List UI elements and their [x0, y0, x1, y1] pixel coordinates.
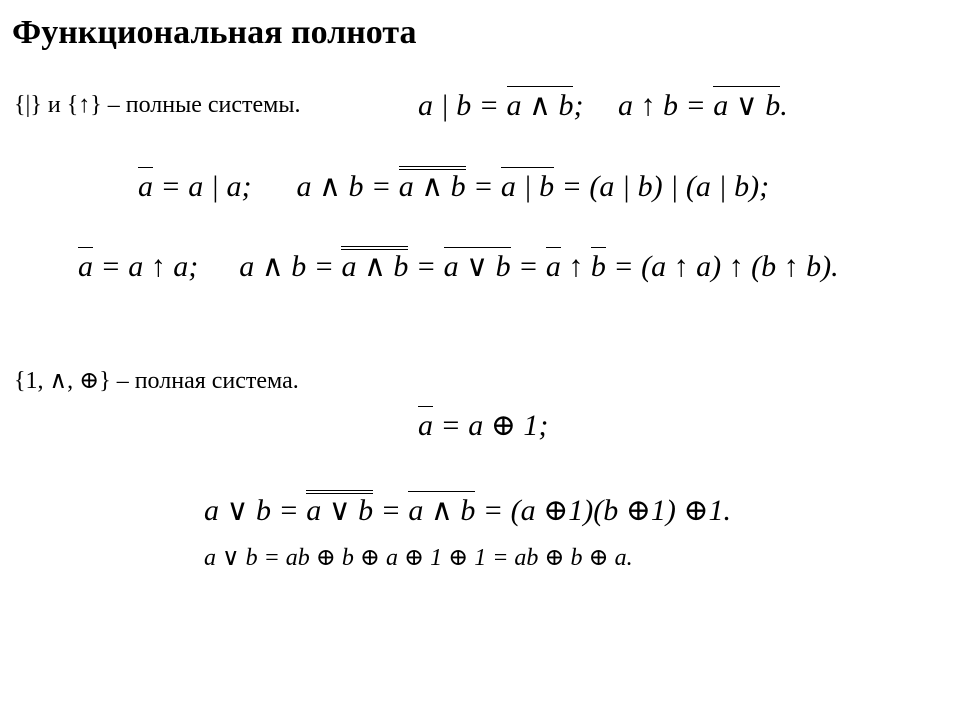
formula-part: = (a ⊕1)(b ⊕1) ⊕1.	[475, 494, 732, 527]
formula-peirce-def	[618, 86, 788, 121]
formula-part: a ∨ b =	[204, 494, 307, 527]
double-overline-expr: a ∨ b	[306, 490, 373, 526]
formula-part: =	[510, 250, 546, 283]
complete-systems-text-1: {|} и {↑} – полные системы.	[14, 92, 301, 118]
formula-part: ;	[573, 89, 584, 122]
formula-part: =	[408, 250, 444, 283]
overline-expr: a ∨ b	[713, 86, 780, 121]
formula-zhegalkin-expansion: a ∨ b = ab ⊕ b ⊕ a ⊕ 1 ⊕ 1 = ab ⊕ b ⊕ a.	[204, 545, 633, 571]
overline-expr: a | b	[501, 167, 554, 202]
formula-part: = a ⊕ 1;	[433, 409, 549, 442]
page-title: Функциональная полнота	[12, 14, 417, 51]
negated-a: a	[418, 406, 433, 441]
formula-peirce-expressions	[78, 246, 839, 282]
double-overline-expr: a ∧ b	[341, 246, 408, 282]
formula-part: a ↑ b =	[618, 89, 714, 122]
formula-sheffer-def	[418, 86, 583, 121]
negated-a: a	[78, 247, 93, 282]
formula-part: =	[373, 494, 409, 527]
formula-part: a ∧ b =	[239, 250, 342, 283]
complete-systems-text-2: {1, ∧, ⊕} – полная система.	[14, 368, 299, 394]
formula-part: a | b =	[418, 89, 507, 122]
formula-part: .	[780, 89, 788, 122]
formula-part: a ∧ b =	[296, 170, 399, 203]
overline-expr: a ∨ b	[444, 247, 511, 282]
negated-b: b	[591, 247, 606, 282]
negated-a: a	[546, 247, 561, 282]
formula-part: =	[465, 170, 501, 203]
formula-part: = a | a;	[153, 170, 252, 203]
double-overline-expr: a ∧ b	[399, 166, 466, 202]
overline-expr: a ∧ b	[507, 86, 574, 121]
formula-sheffer-expressions	[138, 166, 769, 202]
formula-part: = a ↑ a;	[93, 250, 199, 283]
formula-zhegalkin-negation	[418, 406, 548, 441]
overline-expr: a ∧ b	[408, 491, 475, 526]
formula-part: = (a | b) | (a | b);	[554, 170, 770, 203]
formula-zhegalkin-disjunction	[204, 490, 731, 526]
formula-part: ↑	[560, 250, 591, 283]
formula-part: = (a ↑ a) ↑ (b ↑ b).	[605, 250, 839, 283]
negated-a: a	[138, 167, 153, 202]
